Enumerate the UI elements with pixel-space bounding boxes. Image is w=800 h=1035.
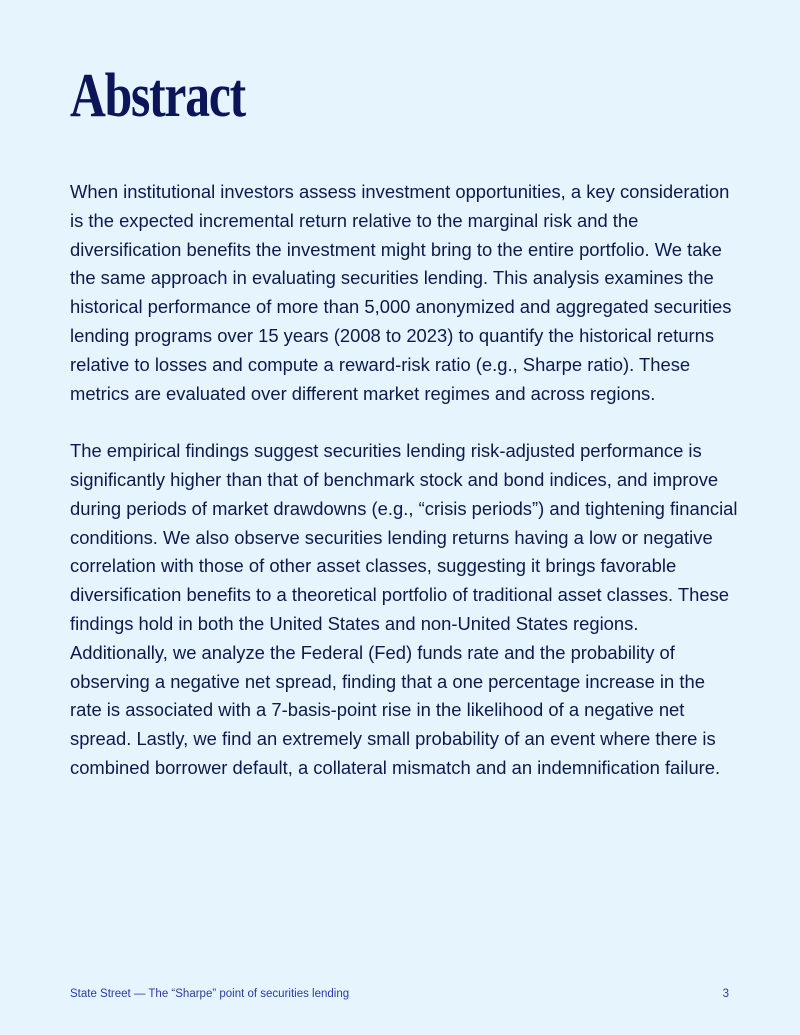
page-title: Abstract <box>70 62 245 130</box>
abstract-body <box>70 178 740 783</box>
abstract-paragraph-1: When institutional investors assess investment opportunities, a key consideration is the expected incremental return relative to the marginal risk and the diversification benefits the investment might bring to the entire portfolio. We take the same approach in evaluating securities lending. This analysis examines the historical performance of more than 5,000 anonymized and aggregated securities lending programs over 15 years (2008 to 2023) to quantify the historical returns relative to losses and compute a reward-risk ratio (e.g., Sharpe ratio). These metrics are evaluated over different market regimes and across regions. <box>70 181 732 404</box>
abstract-paragraph-2: The empirical findings suggest securities lending risk-adjusted performance is significantly higher than that of benchmark stock and bond indices, and improve during periods of market drawdowns (e.g., “crisis periods”) and tightening financial conditions. We also observe securities lending returns having a low or negative correlation with those of other asset classes, suggesting it brings favorable diversification benefits to a theoretical portfolio of traditional asset classes. These findings hold in both the United States and non-United States regions. Additionally, we analyze the Federal (Fed) funds rate and the probability of observing a negative net spread, finding that a one percentage increase in the rate is associated with a 7-basis-point rise in the likelihood of a negative net spread. Lastly, we find an extremely small probability of an event where there is combined borrower default, a collateral mismatch and an indemnification failure. <box>70 440 738 778</box>
footer-page-number: 3 <box>722 988 729 1000</box>
footer-source: State Street — The “Sharpe” point of securities lending <box>70 988 350 1000</box>
